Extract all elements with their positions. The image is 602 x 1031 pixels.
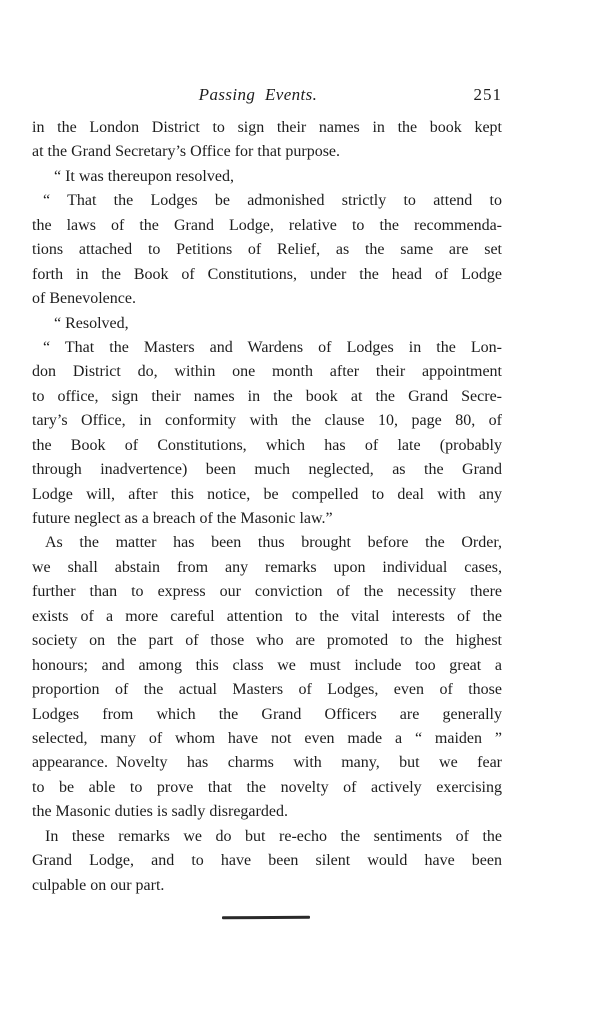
text-line: “ It was thereupon resolved, xyxy=(54,167,234,185)
text-line: the Book of Constitutions, which has of late (probably xyxy=(32,436,502,454)
page-number: 251 xyxy=(473,85,502,104)
text-line: to office, sign their names in the book at the Grand Secre- xyxy=(32,387,502,405)
text-line: Grand Lodge, and to have been silent would have been xyxy=(32,852,502,870)
text-line: in the London District to sign their names in the book kept xyxy=(32,119,502,136)
text-line: future neglect as a breach of the Masonic law.” xyxy=(32,510,333,527)
text-line: culpable on our part. xyxy=(32,876,165,894)
text-line: proportion of the actual Masters of Lodges, even of those xyxy=(32,681,502,699)
text-line: Lodges from which the Grand Officers are generally xyxy=(32,705,502,723)
text-line: exists of a more careful attention to the vital interests of the xyxy=(32,607,502,625)
text-line: the laws of the Grand Lodge, relative to the recommenda- xyxy=(32,216,502,234)
text-line: “ That the Lodges be admonished strictly to attend to xyxy=(43,192,502,210)
text-line: “ That the Masters and Wardens of Lodges in the Lon- xyxy=(43,338,502,356)
text-line: further than to express our conviction of the necessity there xyxy=(32,583,502,601)
text-line: the Masonic duties is sadly disregarded. xyxy=(32,803,288,821)
text-line: we shall abstain from any remarks upon individual cases, xyxy=(32,558,502,576)
text-line: don District do, within one month after their appointment xyxy=(32,363,502,381)
text-line: tions attached to Petitions of Relief, as the same are set xyxy=(32,241,502,259)
text-line: selected, many of whom have not even made a “ maiden ” xyxy=(32,729,502,747)
text-line: through inadvertence) been much neglected, as the Grand xyxy=(32,461,502,479)
text-line: As the matter has been thus brought before the Order, xyxy=(45,534,502,552)
section-divider xyxy=(222,916,310,919)
text-line: tary’s Office, in conformity with the clause 10, page 80, of xyxy=(32,412,502,430)
text-line: society on the part of those who are promoted to the highest xyxy=(32,632,502,650)
text-line: forth in the Book of Constitutions, under the head of Lodge xyxy=(32,265,502,283)
text-line: appearance. Novelty has charms with many, but we fear xyxy=(32,754,502,772)
text-line: “ Resolved, xyxy=(54,314,129,332)
text-line: to be able to prove that the novelty of actively exercising xyxy=(32,778,502,796)
text-line: Lodge will, after this notice, be compelled to deal with any xyxy=(32,485,502,503)
text-line: honours; and among this class we must include too great a xyxy=(32,656,502,674)
text-line: of Benevolence. xyxy=(32,290,136,308)
running-title: Passing Events. xyxy=(198,85,318,104)
text-line: In these remarks we do but re-echo the sentiments of the xyxy=(45,827,502,845)
page-header xyxy=(32,85,502,107)
text-block xyxy=(32,116,502,898)
text-line: at the Grand Secretary’s Office for that purpose. xyxy=(32,143,341,161)
